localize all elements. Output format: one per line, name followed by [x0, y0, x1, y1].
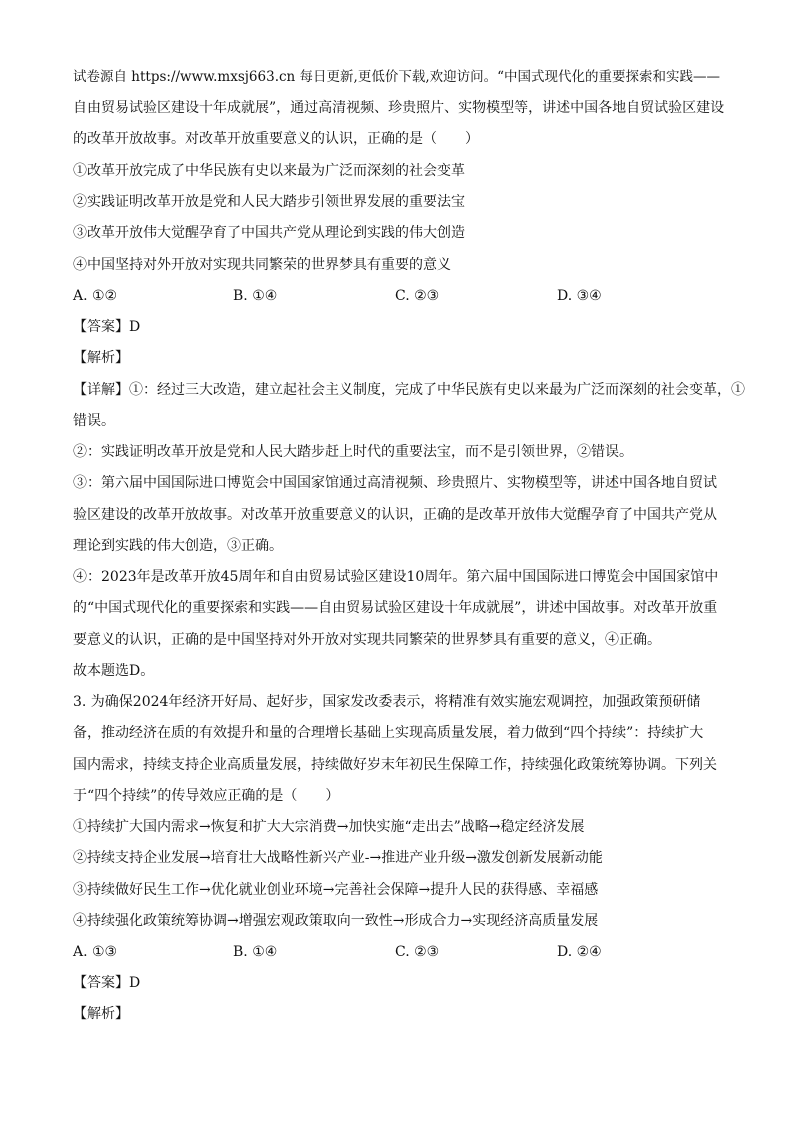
q3-item-2: ②持续支持企业发展→培育壮大战略性新兴产业-→推进产业升级→激发创新发展新动能	[73, 850, 603, 866]
q2-detail-line-10: 故本题选D。	[73, 663, 155, 679]
q2-item-2: ②实践证明改革开放是党和人民大踏步引领世界发展的重要法宝	[73, 194, 465, 210]
q2-stem-line-2: 自由贸易试验区建设十年成就展”，通过高清视频、珍贵照片、实物模型等，讲述中国各地自贸试验区建设	[73, 100, 725, 116]
q2-detail-line-4: ③：第六届中国国际进口博览会中国国家馆通过高清视频、珍贵照片、实物模型等，讲述中国各地自贸试	[73, 475, 717, 491]
q2-option-c: C. ②③	[395, 288, 440, 304]
q3-stem-line-4: 于“四个持续”的传导效应正确的是（ ）	[73, 788, 340, 804]
q2-analysis-label: 【解析】	[73, 350, 129, 366]
q3-analysis-label: 【解析】	[73, 1006, 129, 1022]
q2-detail-line-6: 理论到实践的伟大创造，③正确。	[73, 538, 283, 554]
q3-item-4: ④持续强化政策统筹协调→增强宏观政策取向一致性→形成合力→实现经济高质量发展	[73, 913, 599, 929]
q3-option-b: B. ①④	[233, 944, 278, 960]
q2-detail-line-1: 【详解】①：经过三大改造，建立起社会主义制度，完成了中华民族有史以来最为广泛而深刻的社会变革，①	[73, 382, 745, 398]
q2-detail-line-7: ④：2023年是改革开放45周年和自由贸易试验区建设10周年。第六届中国国际进口博览会中国国家馆中	[73, 569, 719, 585]
q2-item-4: ④中国坚持对外开放对实现共同繁荣的世界梦具有重要的意义	[73, 257, 451, 273]
q2-answer: 【答案】D	[73, 319, 141, 335]
q2-detail-line-9: 要意义的认识，正确的是中国坚持对外开放对实现共同繁荣的世界梦具有重要的意义，④正确。	[73, 632, 661, 648]
q2-detail-line-2: 错误。	[73, 413, 115, 429]
q2-item-3: ③改革开放伟大觉醒孕育了中国共产党从理论到实践的伟大创造	[73, 225, 465, 241]
q3-stem-line-1: 3. 为确保2024年经济开好局、起好步，国家发改委表示，将精准有效实施宏观调控，加强政策预研储	[73, 694, 701, 710]
q3-option-a: A. ①③	[73, 944, 118, 960]
q3-option-d: D. ②④	[557, 944, 602, 960]
q2-detail-line-3: ②：实践证明改革开放是党和人民大踏步赶上时代的重要法宝，而不是引领世界，②错误。	[73, 444, 633, 460]
q3-stem-line-2: 备，推动经济在质的有效提升和量的合理增长基础上实现高质量发展，着力做到“四个持续”：持续扩大	[73, 725, 704, 741]
q2-option-a: A. ①②	[73, 288, 118, 304]
q2-detail-line-5: 验区建设的改革开放故事。对改革开放重要意义的认识，正确的是改革开放伟大觉醒孕育了中国共产党从	[73, 507, 717, 523]
q3-option-c: C. ②③	[395, 944, 440, 960]
q3-answer: 【答案】D	[73, 975, 141, 991]
q3-item-3: ③持续做好民生工作→优化就业创业环境→完善社会保障→提升人民的获得感、幸福感	[73, 882, 599, 898]
q2-option-b: B. ①④	[233, 288, 278, 304]
q2-stem-line-1: 试卷源自 https://www.mxsj663.cn 每日更新,更低价下载,欢迎访问。“中国式现代化的重要探索和实践——	[73, 69, 721, 85]
q2-stem-line-3: 的改革开放故事。对改革开放重要意义的认识，正确的是（ ）	[73, 131, 479, 147]
q2-detail-line-8: 的“中国式现代化的重要探索和实践——自由贸易试验区建设十年成就展”，讲述中国故事。对改革开放重	[73, 600, 718, 616]
q3-item-1: ①持续扩大国内需求→恢复和扩大大宗消费→加快实施“走出去”战略→稳定经济发展	[73, 819, 585, 835]
q2-option-d: D. ③④	[557, 288, 602, 304]
q2-item-1: ①改革开放完成了中华民族有史以来最为广泛而深刻的社会变革	[73, 163, 465, 179]
q3-stem-line-3: 国内需求，持续支持企业高质量发展，持续做好岁末年初民生保障工作，持续强化政策统筹协调。下列关	[73, 757, 717, 773]
